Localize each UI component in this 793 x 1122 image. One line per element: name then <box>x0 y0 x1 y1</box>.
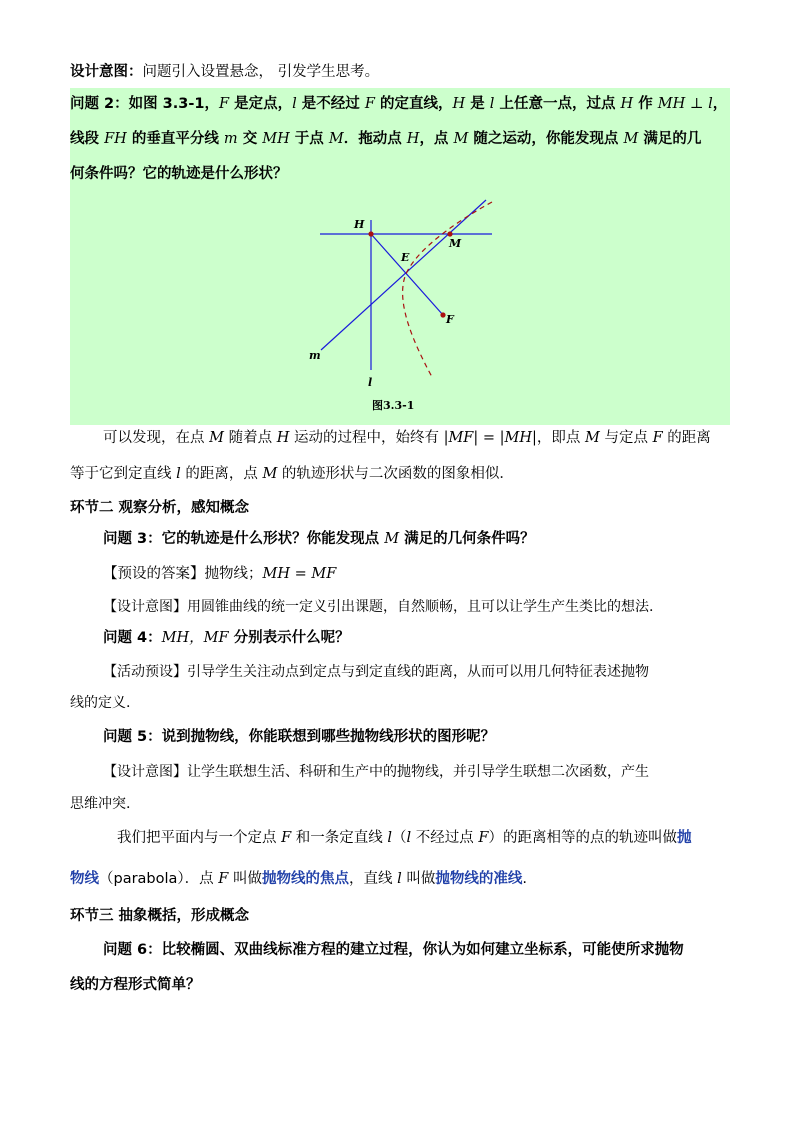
problem-2-line-2: 线段 FH 的垂直平分线 m 交 MH 于点 M．拖动点 H，点 M 随之运动，你能发现点 M 满足的几 <box>70 131 702 147</box>
segment-hf <box>371 234 443 315</box>
parabola-curve <box>403 202 492 377</box>
preset-answer-3: 【预设的答案】抛物线；MH = MF <box>103 566 337 582</box>
label-h: H <box>354 218 365 231</box>
question-4: 问题 4：MH，MF 分别表示什么呢？ <box>103 630 350 646</box>
point-f <box>440 312 445 317</box>
label-f: F <box>446 313 454 326</box>
figure-caption: 图3.3-1 <box>372 399 415 412</box>
label-l: l <box>368 376 373 389</box>
problem-2-line-3: 何条件吗？它的轨迹是什么形状？ <box>70 166 288 182</box>
section-3-heading: 环节三 抽象概括，形成概念 <box>70 908 250 924</box>
activity-preset-4-line-1: 【活动预设】引导学生关注动点到定点与到定直线的距离，从而可以用几何特征表述抛物 <box>103 664 649 680</box>
discovery-line-1: 可以发现，在点 M 随着点 H 运动的过程中，始终有 |MF| = |MH|，即点 M 与定点 F 的距离 <box>103 430 711 446</box>
design-intent-5-line-2: 思维冲突. <box>70 796 131 812</box>
label-m: M <box>449 237 462 250</box>
design-intent-label: 设计意图： <box>70 64 143 80</box>
problem-2-line-1: 问题 2：如图 3.3-1，F 是定点，l 是不经过 F 的定直线，H 是 l 上任意一点，过点 H 作 MH ⊥ l， <box>70 96 728 112</box>
question-3: 问题 3：它的轨迹是什么形状？你能发现点 M 满足的几何条件吗？ <box>103 531 535 547</box>
question-6-line-1: 问题 6：比较椭圆、双曲线标准方程的建立过程，你认为如何建立坐标系，可能使所求抛物 <box>103 942 684 958</box>
discovery-line-2: 等于它到定直线 l 的距离，点 M 的轨迹形状与二次函数的图象相似． <box>70 466 514 482</box>
design-intent-text: 问题引入设置悬念， 引发学生思考。 <box>142 64 380 80</box>
point-m <box>447 231 452 236</box>
question-5: 问题 5：说到抛物线，你能联想到哪些抛物线形状的图形呢？ <box>103 729 496 745</box>
perpendicular-bisector-m <box>321 200 486 350</box>
question-6-line-2: 线的方程形式简单？ <box>70 977 201 993</box>
section-2-heading: 环节二 观察分析，感知概念 <box>70 500 250 516</box>
label-e: E <box>401 251 410 264</box>
point-h <box>368 231 373 236</box>
definition-line-1: 我们把平面内与一个定点 F 和一条定直线 l（l 不经过点 F）的距离相等的点的轨迹叫做抛 <box>117 830 692 846</box>
definition-line-2: 物线（parabola）．点 F 叫做抛物线的焦点，直线 l 叫做抛物线的准线. <box>70 871 527 887</box>
design-intent-3: 【设计意图】用圆锥曲线的统一定义引出课题，自然顺畅，且可以让学生产生类比的想法. <box>103 599 654 615</box>
activity-preset-4-line-2: 线的定义. <box>70 695 131 711</box>
design-intent-paragraph <box>70 62 379 82</box>
label-m-line: m <box>309 349 321 362</box>
figure-3-3-1 <box>300 195 510 415</box>
design-intent-5-line-1: 【设计意图】让学生联想生活、科研和生产中的抛物线，并引导学生联想二次函数，产生 <box>103 764 649 780</box>
